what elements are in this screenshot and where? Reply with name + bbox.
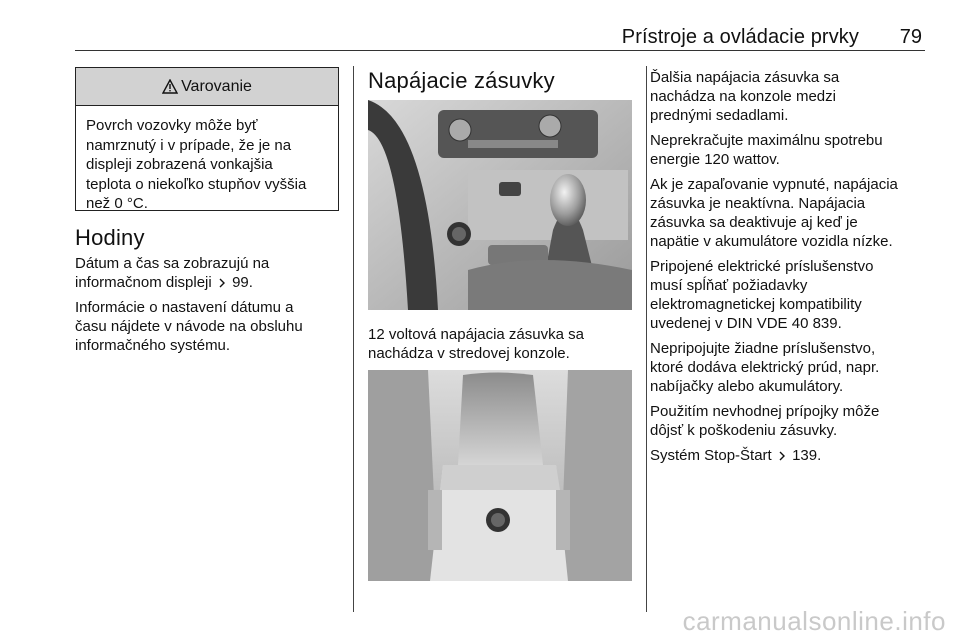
- paragraph-second-socket: Ďalšia napájacia zásuvka sa nachádza na konzole medzi prednými sedadlami.: [650, 69, 840, 124]
- warning-header: [76, 68, 338, 106]
- armrest-illustration: [368, 370, 632, 581]
- paragraph-stop-start: Systém Stop-Štart 139.: [650, 447, 822, 464]
- chapter-title: Prístroje a ovládacie prvky: [621, 26, 859, 48]
- warning-triangle-icon: [162, 79, 178, 94]
- warning-box: [75, 67, 339, 211]
- paragraph-no-charging-accessories: Nepripojujte žiadne príslušenstvo, ktoré dodáva elektrický prúd, napr. nabíjačky alebo akumulátory.: [650, 340, 880, 395]
- page-reference-link[interactable]: 99.: [232, 274, 253, 291]
- warning-line: Povrch vozovky môže byť: [86, 117, 258, 134]
- warning-text: [76, 106, 338, 214]
- paragraph-damage-warning: Použitím nevhodnej prípojky môže dôjsť k poškodeniu zásuvky.: [650, 403, 880, 439]
- warning-line: displeji zobrazená vonkajšia: [86, 156, 273, 173]
- warning-line: namrznutý i v prípade, že je na: [86, 136, 292, 154]
- photo-rear-console-socket: [368, 370, 632, 581]
- page-reference-arrow-icon: [217, 278, 227, 288]
- page-header: [75, 26, 925, 52]
- clock-paragraph-2: Informácie o nastavení dátumu a času nájdete v návode na obsluhu informačného systému.: [75, 299, 303, 354]
- paragraph-max-power: Neprekračujte maximálnu spotrebu energie 120 wattov.: [650, 132, 883, 168]
- warning-heading: Varovanie: [181, 77, 252, 95]
- column-divider-2: [646, 66, 647, 612]
- warning-line: než 0 °C.: [86, 195, 148, 212]
- page-number: 79: [899, 26, 922, 48]
- section-heading-power-sockets: Napájacie zásuvky: [368, 68, 555, 93]
- clock-paragraph-1: Dátum a čas sa zobrazujú na informačnom displeji 99.: [75, 255, 270, 291]
- section-heading-clock: Hodiny: [75, 225, 145, 250]
- paragraph-ignition-off: Ak je zapaľovanie vypnuté, napájacia zásuvka je neaktívna. Napájacia zásuvka sa deaktivuje aj keď je napätie v akumulátore vozidla nízke.: [650, 176, 898, 250]
- watermark: carmanualsonline.info: [682, 606, 946, 636]
- warning-line: teplota o niekoľko stupňov vyššia: [86, 175, 307, 193]
- header-rule: [75, 50, 925, 51]
- page-reference-arrow-icon: [777, 451, 787, 461]
- photo-center-console-socket: [368, 100, 632, 310]
- clock-section: [75, 225, 345, 355]
- console-illustration: [368, 100, 632, 310]
- column-divider-1: [353, 66, 354, 612]
- paragraph-emc: Pripojené elektrické príslušenstvo musí spĺňať požiadavky elektromagnetickej kompatibility uvedenej v DIN VDE 40 839.: [650, 258, 874, 332]
- page-reference-link[interactable]: 139.: [792, 447, 822, 464]
- socket-caption: 12 voltová napájacia zásuvka sa nachádza v stredovej konzole.: [368, 326, 584, 362]
- right-column-text: [650, 68, 935, 465]
